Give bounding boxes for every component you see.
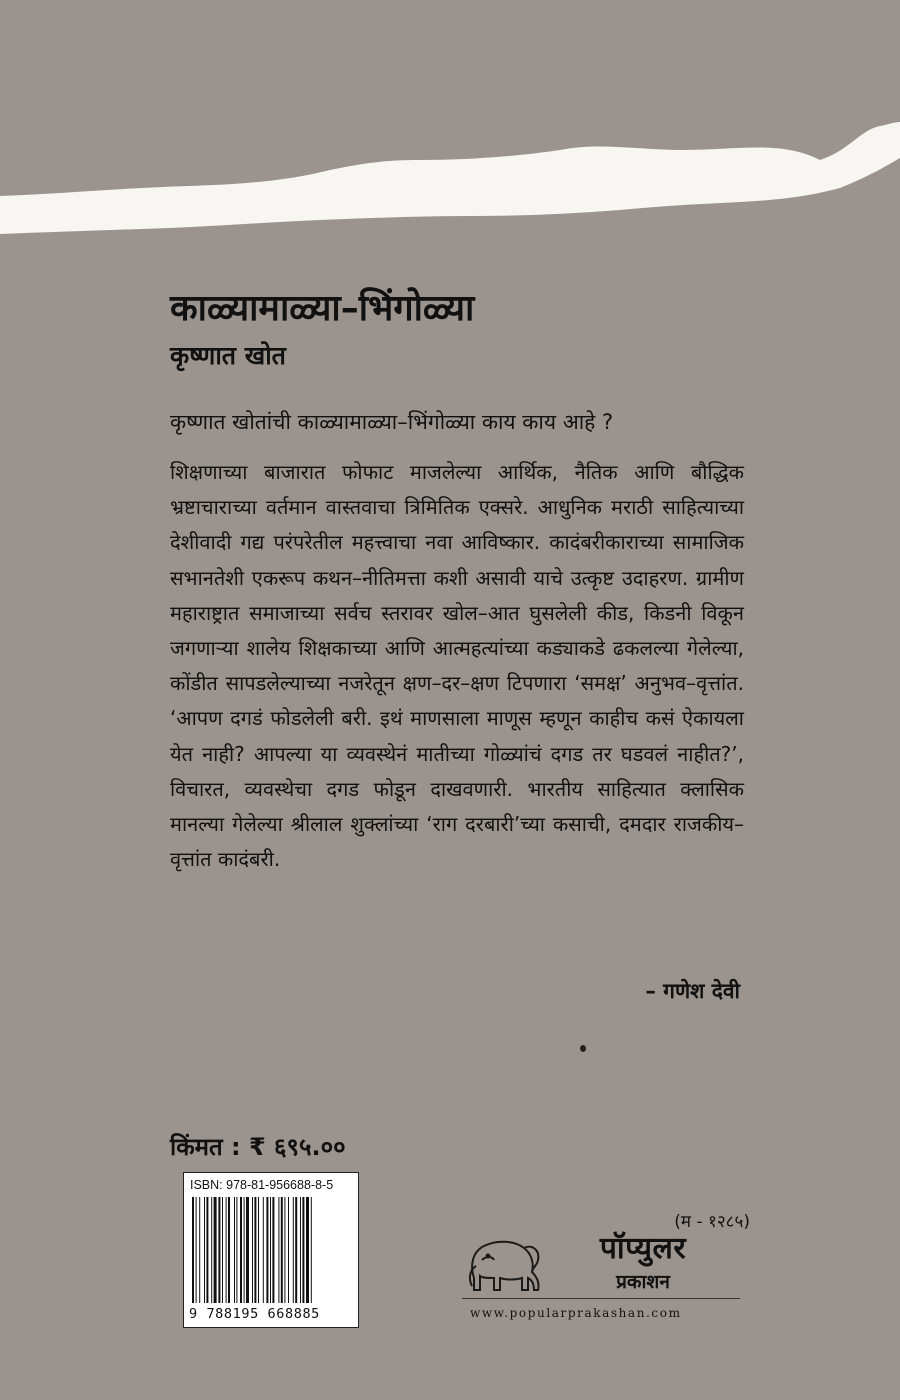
- elephant-logo-icon: [462, 1230, 546, 1296]
- price-label: किंमत : ₹ ६९५.००: [170, 1133, 346, 1161]
- isbn-barcode-box: [183, 1172, 359, 1328]
- blurb-question: कृष्णात खोतांची काळ्यामाळ्या–भिंगोळ्या काय काय आहे ?: [170, 410, 614, 434]
- print-speck: [580, 1045, 586, 1052]
- publisher-name: पॉप्युलर: [599, 1231, 687, 1266]
- barcode-digits: 9 788195 668885: [189, 1306, 320, 1322]
- book-title: काळ्यामाळ्या–भिंगोळ्या: [170, 288, 475, 329]
- white-tape-strip: [0, 0, 900, 250]
- barcode-icon: [190, 1195, 354, 1305]
- isbn-label: ISBN: 978-81-956688-8-5: [190, 1178, 334, 1192]
- publisher-divider: [462, 1298, 740, 1299]
- book-author: कृष्णात खोत: [170, 341, 286, 370]
- publisher-subname: प्रकाशन: [616, 1271, 670, 1293]
- publisher-code: (म - १२८५): [674, 1212, 750, 1232]
- blurb-text: शिक्षणाच्या बाजारात फोफाट माजलेल्या आर्थिक, नैतिक आणि बौद्धिक भ्रष्टाचाराच्या वर्तमान वास्तवाचा त्रिमितिक एक्सरे. आधुनिक मराठी साहित्याच्या देशीवादी गद्य परंपरेतील महत्त्वाचा नवा आविष्कार. कादंबरीकाराच्या सामाजिक सभानतेशी एकरूप कथन–नीतिमत्ता कशी असावी याचे उत्कृष्ट उदाहरण. ग्रामीण महाराष्ट्रात समाजाच्या सर्वच स्तरावर खोल–आत घुसलेली कीड, किडनी विकून जगणाऱ्या शालेय शिक्षकाच्या आणि आत्महत्यांच्या कड्याकडे ढकलल्या गेलेल्या, कोंडीत सापडलेल्याच्या नजरेतून क्षण–दर–क्षण टिपणारा ‘समक्ष’ अनुभव–वृत्तांत. ‘आपण दगडं फोडलेली बरी. इथं माणसाला माणूस म्हणून काहीच कसं ऐकायला येत नाही? आपल्या या व्यवस्थेनं मातीच्या गोळ्यांचं दगड तर घडवलं नाहीत?’, विचारत, व्यवस्थेचा दगड फोडून दाखवणारी. भारतीय साहित्यात क्लासिक मानल्या गेलेल्या श्रीलाल शुक्लांच्या ‘राग दरबारी’च्या कसाची, दमदार राजकीय–वृत्तांत कादंबरी.: [170, 460, 744, 872]
- blurb-attribution: – गणेश देवी: [645, 979, 740, 1003]
- publisher-website: www.popularprakashan.com: [470, 1306, 682, 1320]
